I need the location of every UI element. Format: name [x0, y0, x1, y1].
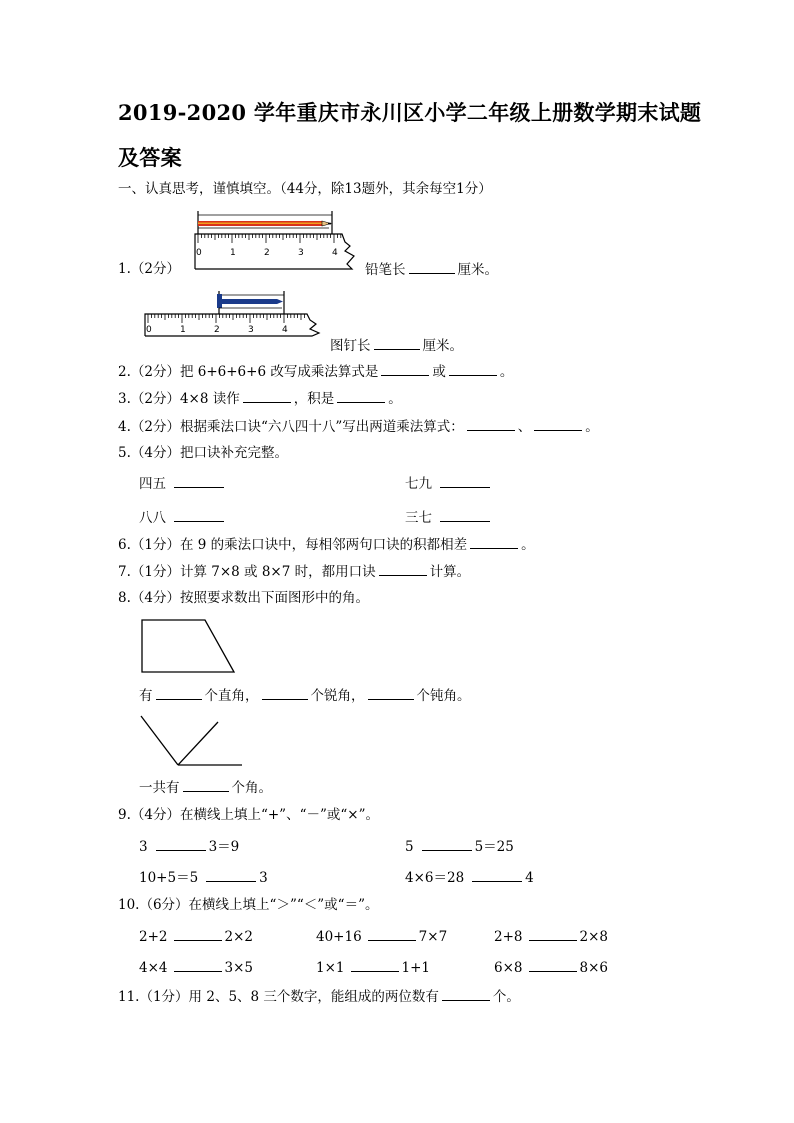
q5-blank[interactable]: [440, 474, 490, 488]
q9-expr-right: 5＝25: [474, 839, 514, 855]
question-9: 9.（4分）在横线上填上“+”、“－”或“×”。: [118, 807, 380, 823]
ruler-tick-label: 2: [264, 248, 270, 258]
ruler-tick-label: 0: [146, 325, 152, 335]
pencil-ruler-figure: [192, 210, 362, 272]
q8-total-angle-blank[interactable]: [183, 778, 229, 792]
q7-end: 计算。: [429, 564, 471, 580]
q5-item-label: 四五: [139, 476, 166, 492]
q11-text: 11.（1分）用 2、5、8 三个数字，能组成的两位数有: [118, 989, 439, 1005]
trapezoid-figure: [140, 618, 238, 674]
q9-expr-right: 3: [259, 870, 268, 886]
q10-right: 1+1: [401, 960, 430, 976]
q8-right-angle-label: 个直角，: [204, 688, 259, 704]
question-11: [118, 987, 520, 1006]
q1-pencil-answer: [365, 260, 498, 279]
q9-expr-left: 5: [405, 839, 414, 855]
q4-blank-1[interactable]: [467, 417, 515, 431]
q8-b-prefix: 一共有: [139, 780, 180, 796]
q4-blank-2[interactable]: [534, 417, 582, 431]
q9-blank[interactable]: [472, 868, 522, 882]
q5-item-1: [139, 474, 227, 493]
ruler-tick-label: 3: [248, 325, 254, 335]
q1-pencil-prefix: 铅笔长: [365, 262, 406, 278]
q10-right: 2×8: [579, 929, 608, 945]
q10-left: 4×4: [139, 960, 168, 976]
q9-blank[interactable]: [156, 837, 206, 851]
exam-title-line1: 2019-2020 学年重庆市永川区小学二年级上册数学期末试题: [118, 100, 702, 125]
section-one-heading: 一、认真思考，谨慎填空。（44分，除13题外，其余每空1分）: [118, 181, 492, 197]
q1-nail-blank[interactable]: [374, 336, 420, 350]
q5-blank[interactable]: [174, 508, 224, 522]
q10-right: 8×6: [579, 960, 608, 976]
q2-end: 。: [499, 364, 514, 380]
q6-text: 6.（1分）在 9 的乘法口诀中，每相邻两句口诀的积都相差: [118, 537, 468, 553]
q10-left: 1×1: [316, 960, 345, 976]
q9-expr-3: [139, 868, 268, 887]
q5-item-4: [405, 508, 493, 527]
question-10: 10.（6分）在横线上填上“＞”“＜”或“＝”。: [118, 897, 379, 913]
q3-end: 。: [388, 391, 402, 407]
q9-expr-2: [405, 837, 514, 856]
q5-blank[interactable]: [174, 474, 224, 488]
q10-left: 2+2: [139, 929, 168, 945]
q11-end: 个。: [492, 989, 520, 1005]
q10-blank[interactable]: [174, 927, 222, 941]
q10-left: 6×8: [494, 960, 523, 976]
question-2: [118, 362, 513, 381]
q10-compare-6: [494, 958, 608, 977]
q4-end: 。: [585, 419, 599, 435]
q10-blank[interactable]: [529, 927, 577, 941]
q10-left: 40+16: [316, 929, 362, 945]
q8-acute-angle-blank[interactable]: [262, 686, 308, 700]
ruler-tick-label: 0: [196, 248, 202, 258]
q10-compare-3: [494, 927, 608, 946]
question-3: [118, 389, 402, 408]
q8-right-angle-blank[interactable]: [156, 686, 202, 700]
question-8: 8.（4分）按照要求数出下面图形中的角。: [118, 590, 369, 606]
question-5: 5.（4分）把口诀补充完整。: [118, 445, 288, 461]
q10-blank[interactable]: [351, 958, 399, 972]
q1-nail-suffix: 厘米。: [422, 338, 463, 354]
q5-item-label: 七九: [405, 476, 432, 492]
q8-answer-b: [139, 778, 272, 797]
q5-blank[interactable]: [440, 508, 490, 522]
ruler-tick-label: 4: [332, 248, 338, 258]
q8-a-prefix: 有: [139, 688, 153, 704]
q8-b-suffix: 个角。: [231, 780, 272, 796]
q10-left: 2+8: [494, 929, 523, 945]
q9-expr-left: 10+5＝5: [139, 870, 199, 886]
q9-blank[interactable]: [206, 868, 256, 882]
exam-title-line2: 及答案: [118, 145, 182, 170]
question-6: [118, 535, 535, 554]
q1-pencil-suffix: 厘米。: [457, 262, 498, 278]
q10-compare-2: [316, 927, 447, 946]
question-4: [118, 417, 599, 436]
q1-nail-answer: [330, 336, 463, 355]
q8-obtuse-angle-label: 个钝角。: [416, 688, 471, 704]
q8-acute-angle-label: 个锐角，: [310, 688, 365, 704]
q10-right: 7×7: [418, 929, 448, 945]
q4-text: 4.（2分）根据乘法口诀“六八四十八”写出两道乘法算式：: [118, 419, 464, 435]
q9-blank[interactable]: [422, 837, 472, 851]
ruler-tick-label: 2: [214, 325, 220, 335]
q1-number: 1.（2分）: [118, 261, 180, 277]
q3-blank-1[interactable]: [243, 389, 291, 403]
q9-expr-1: [139, 837, 239, 856]
q8-obtuse-angle-blank[interactable]: [368, 686, 414, 700]
q10-blank[interactable]: [368, 927, 416, 941]
q2-or: 或: [432, 364, 446, 380]
q9-expr-right: 4: [525, 870, 534, 886]
q3-mid: ，积是: [293, 391, 335, 407]
ruler-outline: [195, 234, 354, 269]
q9-expr-left: 4×6＝28: [405, 870, 465, 886]
q9-expr-left: 3: [139, 839, 148, 855]
ruler-tick-label: 1: [180, 325, 186, 335]
q8-answer-a: [139, 686, 471, 705]
q10-blank[interactable]: [174, 958, 222, 972]
q1-nail-prefix: 图钉长: [330, 338, 371, 354]
q10-compare-1: [139, 927, 253, 946]
nail-body: [222, 299, 277, 304]
q2-blank-2[interactable]: [449, 362, 497, 376]
q11-blank[interactable]: [442, 987, 490, 1001]
q5-item-2: [405, 474, 493, 493]
q9-expr-4: [405, 868, 534, 887]
q7-blank[interactable]: [379, 562, 427, 576]
q5-item-3: [139, 508, 227, 527]
q5-item-label: 八八: [139, 510, 166, 526]
q2-text: 2.（2分）把 6+6+6+6 改写成乘法算式是: [118, 364, 379, 380]
q10-right: 2×2: [224, 929, 253, 945]
ruler-tick-label: 4: [282, 325, 288, 335]
q5-item-label: 三七: [405, 510, 432, 526]
angle-rays-figure: [138, 714, 246, 768]
q9-expr-right: 3＝9: [208, 839, 240, 855]
nail-ruler-figure: [142, 290, 327, 340]
q3-blank-2[interactable]: [337, 389, 385, 403]
q10-right: 3×5: [224, 960, 253, 976]
ruler-tick-label: 3: [298, 248, 304, 258]
q10-blank[interactable]: [529, 958, 577, 972]
q10-compare-5: [316, 958, 430, 977]
q10-compare-4: [139, 958, 253, 977]
q1-pencil-blank[interactable]: [409, 260, 455, 274]
q7-text: 7.（1分）计算 7×8 或 8×7 时，都用口诀: [118, 564, 376, 580]
q3-text: 3.（2分）4×8 读作: [118, 391, 240, 407]
q6-end: 。: [521, 537, 535, 553]
q2-blank-1[interactable]: [381, 362, 429, 376]
nail-head: [217, 294, 222, 308]
q4-sep: 、: [517, 419, 532, 435]
q6-blank[interactable]: [470, 535, 518, 549]
ruler-tick-label: 1: [230, 248, 236, 258]
question-7: [118, 562, 470, 581]
nail-tip: [277, 299, 283, 304]
ruler-outline: [145, 314, 319, 336]
